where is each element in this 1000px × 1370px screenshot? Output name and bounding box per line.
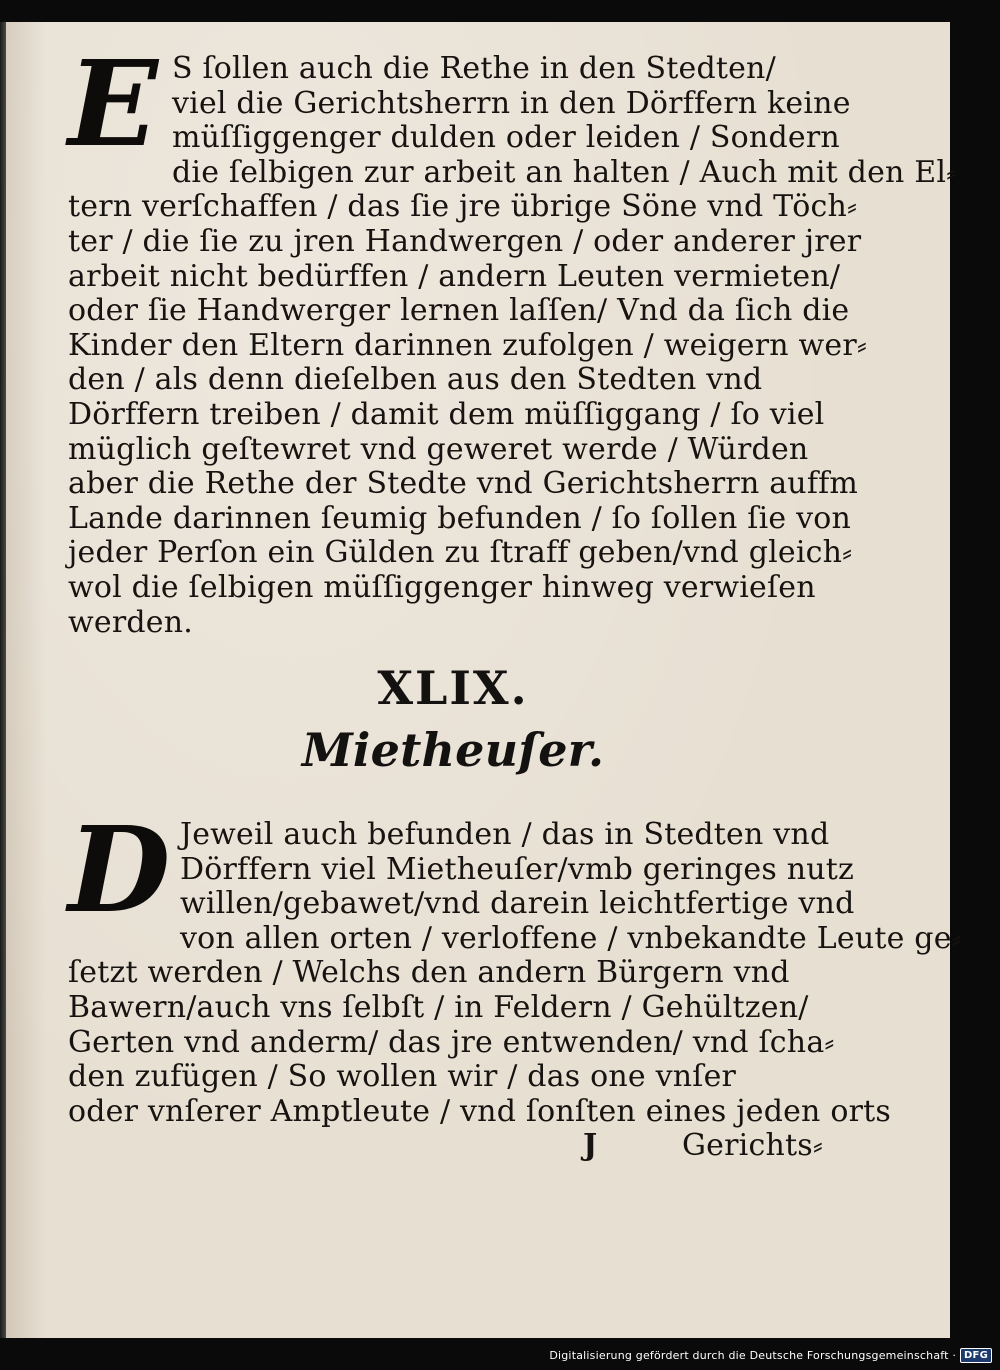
decorated-initial-d: D	[68, 800, 171, 940]
text-line: die ſelbigen zur arbeit an halten / Auch mit den El⸗	[172, 154, 957, 190]
text-line: von allen orten / verloffene / vnbekandte Leute ge⸗	[180, 920, 962, 956]
text-line: müſſiggenger dulden oder leiden / Sondern	[172, 120, 840, 156]
text-line: müglich geſtewret vnd geweret werde / Würden	[68, 431, 809, 467]
text-line: tern verſchaffen / das ſie jre übrige Söne vnd Töch⸗	[68, 189, 858, 225]
text-line: ſetzt werden / Welchs den andern Bürgern vnd	[68, 955, 790, 991]
text-line: arbeit nicht bedürffen / andern Leuten vermieten/	[68, 258, 841, 294]
document-page	[6, 22, 962, 1338]
dfg-logo-icon: DFG	[960, 1348, 992, 1363]
text-line: Dörffern viel Mietheuſer/vmb geringes nutz	[180, 851, 855, 887]
text-line: werden.	[68, 604, 193, 640]
text-line: Jeweil auch befunden / das in Stedten vnd	[180, 817, 830, 853]
signature-mark: J	[583, 1128, 598, 1164]
text-line: Kinder den Eltern darinnen zufolgen / weigern wer⸗	[68, 327, 868, 363]
text-line: den zufügen / So wollen wir / das one vnſer	[68, 1059, 737, 1095]
text-line: S ſollen auch die Rethe in den Stedten/	[172, 51, 776, 86]
section-number: XLIX.	[377, 661, 529, 716]
text-line: wol die ſelbigen müſſiggenger hinweg verwieſen	[68, 569, 816, 605]
page-text-block	[68, 34, 962, 1165]
text-line: Gerten vnd anderm/ das jre entwenden/ vnd ſcha⸗	[68, 1024, 835, 1060]
page-footer-line	[68, 1129, 838, 1165]
text-line: Lande darinnen ſeumig befunden / ſo ſollen ſie von	[68, 500, 852, 536]
text-line: aber die Rethe der Stedte vnd Gerichtsherrn auffm	[68, 466, 859, 502]
text-line: oder ſie Handwerger lernen laſſen/ Vnd da ſich die	[68, 293, 850, 329]
paragraph-1	[68, 34, 957, 640]
text-line: Bawern/auch vns ſelbſt / in Feldern / Gehültzen/	[68, 990, 809, 1026]
text-line: den / als denn dieſelben aus den Stedten vnd	[68, 362, 763, 398]
decorated-initial-e: E	[68, 34, 159, 173]
text-line: viel die Gerichtsherrn in den Dörffern keine	[172, 85, 851, 121]
text-line: jeder Perſon ein Gülden zu ſtraff geben/vnd gleich⸗	[68, 535, 853, 571]
digitization-credit	[549, 1344, 992, 1366]
text-line: willen/gebawet/vnd darein leichtfertige vnd	[180, 886, 855, 922]
text-line: oder vnſerer Amptleute / vnd ſonſten eines jeden orts	[68, 1093, 891, 1129]
text-line: ter / die ſie zu jren Handwergen / oder anderer jrer	[68, 223, 862, 259]
paragraph-2	[68, 800, 962, 1129]
catchword: Gerichts⸗	[682, 1128, 824, 1164]
text-line: Dörffern treiben / damit dem müſſiggang / ſo viel	[68, 396, 825, 432]
credit-text: Digitalisierung gefördert durch die Deutsche Forschungsgemeinschaft ·	[549, 1348, 957, 1362]
section-title: Mietheuſer.	[301, 723, 605, 778]
